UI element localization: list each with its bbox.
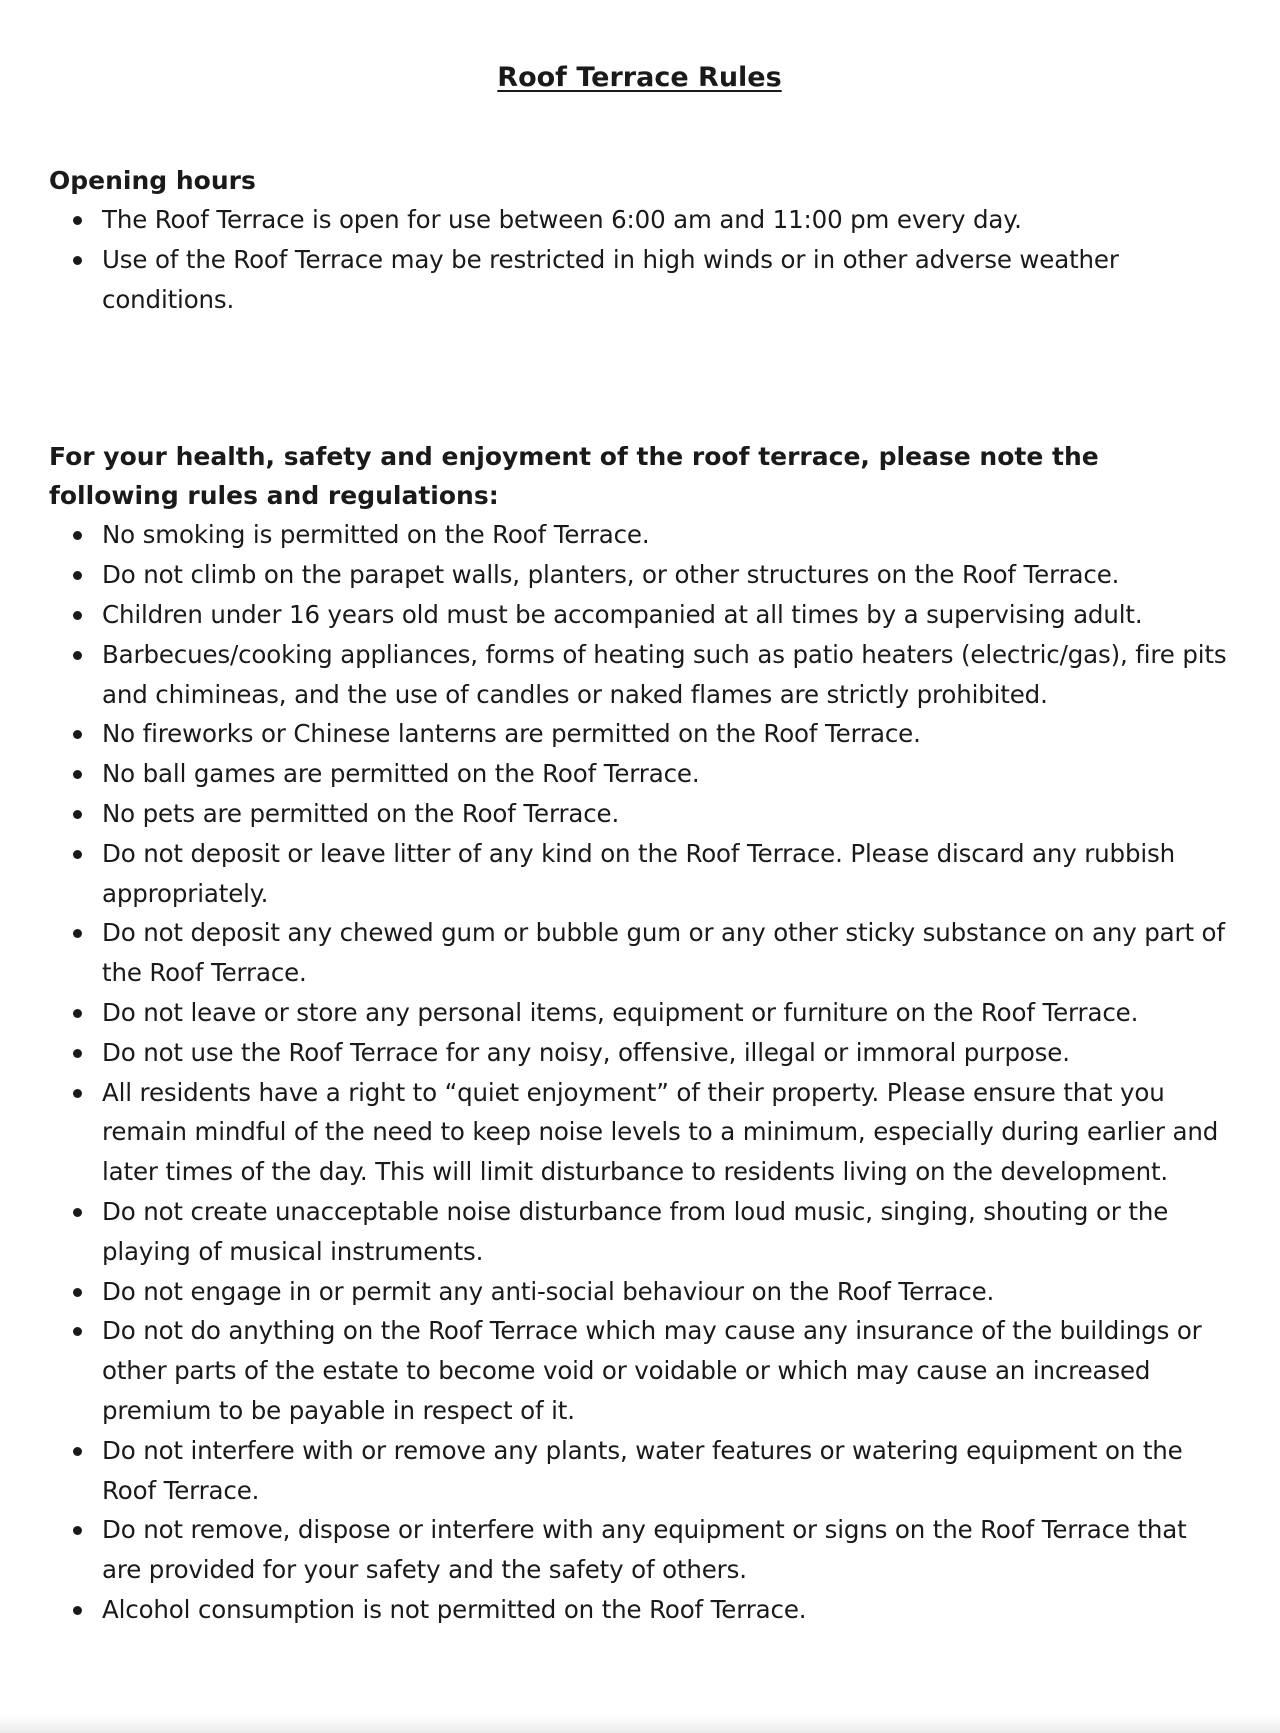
bullet-icon <box>73 929 82 938</box>
list-item <box>102 1510 1230 1590</box>
list-item <box>102 1590 1230 1630</box>
bullet-icon <box>73 216 82 225</box>
list-item <box>102 993 1230 1033</box>
list-item <box>102 834 1230 914</box>
list-item <box>102 794 1230 834</box>
list-item-text: No fireworks or Chinese lanterns are permitted on the Roof Terrace. <box>102 719 921 749</box>
bullet-icon <box>73 651 82 660</box>
opening-hours-heading: Opening hours <box>49 166 256 195</box>
bullet-icon <box>73 1327 82 1336</box>
bullet-icon <box>73 730 82 739</box>
list-item-text: Do not create unacceptable noise disturbance from loud music, singing, shouting or the playing of musical instruments. <box>102 1196 1169 1266</box>
bullet-icon <box>73 1009 82 1018</box>
list-item-text: No pets are permitted on the Roof Terrace. <box>102 798 620 828</box>
page-bottom-edge <box>0 1715 1280 1733</box>
rules-list <box>49 515 1230 1629</box>
bullet-icon <box>73 1049 82 1058</box>
list-item-text: Do not remove, dispose or interfere with any equipment or signs on the Roof Terrace that are provided for your safety and the safety of others. <box>102 1515 1187 1585</box>
list-item <box>102 555 1230 595</box>
list-item-text: Barbecues/cooking appliances, forms of heating such as patio heaters (electric/gas), fire pits and chimineas, and the use of candles or naked flames are strictly prohibited. <box>102 639 1227 709</box>
list-item <box>102 1431 1230 1511</box>
list-item <box>102 1311 1230 1430</box>
bullet-icon <box>73 256 82 265</box>
list-item <box>102 635 1230 715</box>
list-item <box>102 754 1230 794</box>
bullet-icon <box>73 850 82 859</box>
list-item <box>102 240 1230 320</box>
list-item-text: Do not deposit any chewed gum or bubble gum or any other sticky substance on any part of the Roof Terrace. <box>102 918 1225 988</box>
list-item-text: Do not use the Roof Terrace for any noisy, offensive, illegal or immoral purpose. <box>102 1037 1070 1067</box>
list-item-text: Do not engage in or permit any anti-social behaviour on the Roof Terrace. <box>102 1276 995 1306</box>
list-item <box>102 200 1230 240</box>
list-item-text: Do not interfere with or remove any plants, water features or watering equipment on the Roof Terrace. <box>102 1435 1183 1505</box>
bullet-icon <box>73 571 82 580</box>
bullet-icon <box>73 531 82 540</box>
list-item-text: Alcohol consumption is not permitted on the Roof Terrace. <box>102 1594 807 1624</box>
bullet-icon <box>73 810 82 819</box>
rules-heading: For your health, safety and enjoyment of the roof terrace, please note the following rules and regulations: <box>49 442 1099 511</box>
bullet-icon <box>73 1288 82 1297</box>
bullet-icon <box>73 1208 82 1217</box>
list-item <box>102 1272 1230 1312</box>
list-item <box>102 714 1230 754</box>
list-item-text: Do not leave or store any personal items, equipment or furniture on the Roof Terrace. <box>102 997 1139 1027</box>
list-item-text: The Roof Terrace is open for use between 6:00 am and 11:00 pm every day. <box>102 205 1022 234</box>
list-item-text: Use of the Roof Terrace may be restricted in high winds or in other adverse weather conditions. <box>102 244 1119 314</box>
bullet-icon <box>73 1089 82 1098</box>
list-item-text: Do not climb on the parapet walls, planters, or other structures on the Roof Terrace. <box>102 560 1120 590</box>
list-item-text: Do not deposit or leave litter of any kind on the Roof Terrace. Please discard any rubbish appropriately. <box>102 838 1175 908</box>
list-item <box>102 1192 1230 1272</box>
list-item-text: Children under 16 years old must be accompanied at all times by a supervising adult. <box>102 599 1143 629</box>
list-item <box>102 1073 1230 1192</box>
list-item-text: No smoking is permitted on the Roof Terrace. <box>102 520 650 550</box>
list-item-text: No ball games are permitted on the Roof Terrace. <box>102 759 700 789</box>
list-item-text: Do not do anything on the Roof Terrace which may cause any insurance of the buildings or other parts of the estate to become void or voidable or which may cause an increased premium to be payable in respect of it. <box>102 1316 1202 1425</box>
bullet-icon <box>73 1526 82 1535</box>
document-title: Roof Terrace Rules <box>497 62 782 93</box>
bullet-icon <box>73 770 82 779</box>
bullet-icon <box>73 1447 82 1456</box>
list-item-text: All residents have a right to “quiet enjoyment” of their property. Please ensure that you remain mindful of the need to keep noise levels to a minimum, especially during earlier and later times of the day. This will limit disturbance to residents living on the development. <box>102 1077 1219 1187</box>
list-item <box>102 913 1230 993</box>
list-item <box>102 515 1230 555</box>
bullet-icon <box>73 611 82 620</box>
bullet-icon <box>73 1606 82 1615</box>
opening-hours-list <box>49 200 1230 319</box>
list-item <box>102 595 1230 635</box>
list-item <box>102 1033 1230 1073</box>
